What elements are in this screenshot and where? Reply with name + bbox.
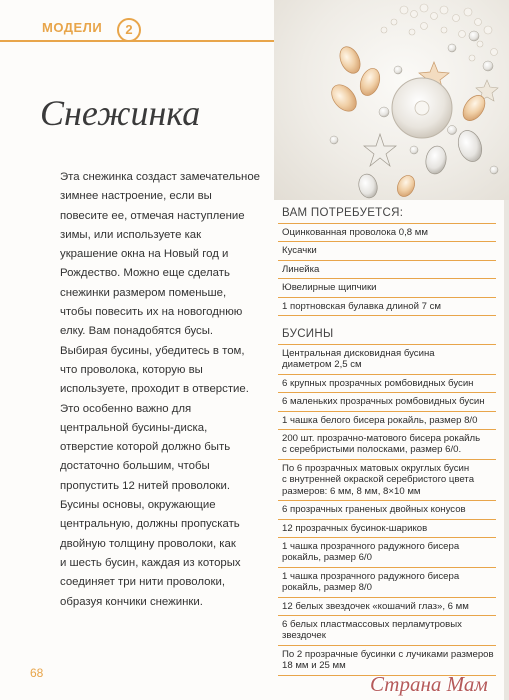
item-text-line: 6 прозрачных граненых двойных конусов (282, 504, 466, 516)
material-list-item (278, 242, 496, 260)
item-text-line: 6 маленьких прозрачных ромбовидных бусин (282, 396, 485, 408)
body-line: используете, проходит в отверстие. (60, 383, 249, 396)
body-line: Бусины основы, окружающие (60, 499, 216, 512)
body-line: елку. Вам понадобятся бусы. (60, 325, 214, 338)
item-text-line: Кусачки (282, 245, 317, 257)
body-line: двойную толщину проволоки, как (60, 537, 236, 550)
section-number-badge: 2 (117, 18, 141, 42)
body-line: зимнее настроение, если вы (60, 190, 212, 203)
page-edge (504, 200, 509, 700)
materials-panel (278, 205, 496, 676)
item-text-line: 18 мм и 25 мм (282, 660, 346, 672)
body-line: что проволока, которую вы (60, 363, 203, 376)
item-text-line: звездочек (282, 630, 326, 642)
body-line: достаточно большим, чтобы (60, 460, 210, 473)
beads-photo (274, 0, 509, 200)
item-text-line: 1 чашка прозрачного радужного бисера (282, 570, 460, 582)
body-line: повесите ее, отмечая наступление (60, 209, 245, 222)
material-list-item (278, 261, 496, 279)
item-text-line: рокайль, размер 8/0 (282, 582, 372, 594)
item-text-line: Центральная дисковидная бусина (282, 348, 435, 360)
body-line: пропустить 12 нитей проволоки. (60, 479, 231, 492)
bead-list-item (278, 568, 496, 598)
body-line: чтобы повесить их на новогоднюю (60, 306, 243, 319)
material-list-item (278, 279, 496, 297)
bead-list-item (278, 412, 496, 430)
item-text-line: 6 белых пластмассовых перламутровых (282, 618, 462, 630)
material-list-item (278, 298, 496, 316)
bead-list-item (278, 393, 496, 411)
body-line: центральной бусины-диска, (60, 421, 208, 434)
body-line: Рождество. Можно еще сделать (60, 267, 230, 280)
body-line: и шесть бусин, каждая из которых (60, 556, 241, 569)
item-text-line: По 6 прозрачных матовых округлых бусин (282, 462, 470, 474)
body-line: центральную, должны пропускать (60, 518, 240, 531)
body-line: соединяет три нити проволоки, (60, 576, 225, 589)
beads-list (278, 345, 496, 676)
item-text-line: с серебристыми полосками, размер 6/0. (282, 444, 462, 456)
bead-list-item (278, 520, 496, 538)
item-text-line: 6 крупных прозрачных ромбовидных бусин (282, 377, 474, 389)
bead-list-item (278, 616, 496, 646)
item-text-line: размеров: 6 мм, 8 мм, 8×10 мм (282, 485, 421, 497)
header-divider (0, 40, 278, 42)
item-text-line: Оцинкованная проволока 0,8 мм (282, 227, 428, 238)
section-label: МОДЕЛИ (42, 20, 103, 35)
item-text-line: 200 шт. прозрачно-матового бисера рокайль (282, 433, 481, 445)
item-text-line: Линейка (282, 263, 320, 275)
bead-list-item (278, 375, 496, 393)
item-text-line: 1 чашка белого бисера рокайль, размер 8/0 (282, 414, 478, 426)
page-number: 68 (30, 666, 44, 680)
item-text-line: 1 портновская булавка длиной 7 см (282, 300, 441, 312)
bead-list-item (278, 538, 496, 568)
body-line: Эта снежинка создаст замечательное (60, 171, 260, 183)
bead-list-item (278, 345, 496, 375)
watermark-logo: Страна Мам (370, 672, 488, 696)
item-text-line: 1 чашка прозрачного радужного бисера (282, 540, 460, 552)
materials-heading: ВАМ ПОТРЕБУЕТСЯ: (278, 205, 496, 224)
body-line: Это особенно важно для (60, 402, 192, 415)
body-line: образуя кончики снежинки. (60, 595, 203, 608)
body-line: украшение окна на Новый год и (60, 248, 229, 261)
bead-list-item (278, 501, 496, 519)
body-line: отверстие которой должно быть (60, 441, 231, 454)
body-text (60, 168, 272, 612)
materials-list (278, 224, 496, 316)
page-title: Снежинка (40, 93, 201, 133)
item-text-line: Ювелирные щипчики (282, 282, 377, 294)
item-text-line: По 2 прозрачные бусинки с лучиками размеров (282, 648, 494, 660)
item-text-line: 12 прозрачных бусинок-шариков (282, 522, 428, 534)
bead-list-item (278, 460, 496, 501)
body-line: снежинки размером поменьше, (60, 286, 227, 299)
beads-heading: БУСИНЫ (278, 326, 496, 345)
material-list-item (278, 224, 496, 242)
item-text-line: с внутренней окраской серебристого цвета (282, 474, 475, 486)
bead-list-item (278, 598, 496, 616)
item-text-line: рокайль, размер 6/0 (282, 552, 372, 564)
body-line: Выбирая бусины, убедитесь в том, (60, 344, 245, 357)
item-text-line: 12 белых звездочек «кошачий глаз», 6 мм (282, 600, 469, 612)
body-line: зимы, или используете как (60, 228, 202, 241)
bead-list-item (278, 430, 496, 460)
item-text-line: диаметром 2,5 см (282, 359, 362, 371)
beads-illustration (274, 0, 509, 200)
